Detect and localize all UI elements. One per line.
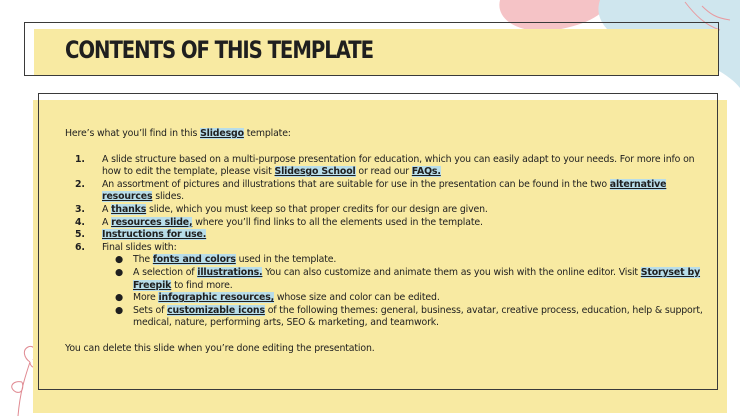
item-text: More — [133, 292, 159, 304]
item-text: slides. — [152, 191, 184, 203]
item-text: Sets of — [133, 304, 168, 316]
item-text: slide, which you must keep so that proper credits for our design are given. — [146, 203, 488, 215]
customizable-icons-link[interactable]: customizable icons — [167, 304, 265, 316]
item-text: whose size and color can be edited. — [274, 292, 440, 304]
item-text: used in the template. — [235, 254, 337, 266]
item-text: The — [133, 254, 153, 266]
intro-paragraph — [65, 128, 705, 141]
list-number: 5. — [75, 229, 85, 241]
list-number: 3. — [75, 203, 85, 215]
item-text: A — [102, 216, 112, 228]
slidesgo-link[interactable]: Slidesgo — [200, 128, 244, 139]
bullet-icon: ● — [115, 304, 124, 316]
item-text: where you’ll find links to all the elements used in the template. — [192, 216, 483, 228]
list-number: 6. — [75, 241, 85, 253]
content-body — [65, 128, 705, 356]
list-item — [65, 154, 705, 179]
thanks-link[interactable]: thanks — [111, 203, 147, 215]
list-item — [65, 229, 705, 242]
sublist-item — [102, 254, 705, 267]
item-text: Final slides with: — [102, 241, 177, 253]
item-text: A — [102, 203, 112, 215]
resources-slide-link[interactable]: resources slide, — [111, 216, 193, 228]
list-item — [65, 204, 705, 217]
list-item — [65, 179, 705, 204]
item-text: A slide structure based on a multi-purpose presentation for education, which you can easily adapt to your needs. For more info on how to edit the template, please visit — [102, 153, 695, 178]
intro-text-end: template: — [243, 128, 291, 139]
sublist-item — [102, 267, 705, 292]
slidesgo-school-link[interactable]: Slidesgo School — [274, 166, 356, 178]
fonts-colors-link[interactable]: fonts and colors — [152, 254, 236, 266]
item-text: You can also customize and animate them as you wish with the online editor. Visit — [262, 266, 641, 278]
item-text: or read our — [355, 166, 412, 178]
list-item — [65, 217, 705, 230]
bullet-icon: ● — [115, 292, 124, 304]
infographic-resources-link[interactable]: infographic resources, — [158, 292, 275, 304]
intro-text: Here’s what you’ll find in this — [65, 128, 201, 139]
sublist-item — [102, 305, 705, 330]
slide-title: CONTENTS OF THIS TEMPLATE — [65, 36, 374, 64]
faqs-link[interactable]: FAQs. — [411, 166, 441, 178]
item-text: to find more. — [171, 279, 233, 291]
illustrations-link[interactable]: illustrations. — [197, 266, 263, 278]
outro-paragraph: You can delete this slide when you’re done editing the presentation. — [65, 342, 375, 354]
item-text: of the following themes: general, business, avatar, creative process, education, help & support, medical, nature, performing arts, SEO & marketing, and teamwork. — [133, 304, 703, 329]
alternative-resources-link[interactable]: alternative resources — [102, 178, 667, 203]
sublist-item — [102, 292, 705, 305]
item-text: A selection of — [133, 266, 198, 278]
bullet-icon: ● — [115, 266, 124, 278]
list-number: 1. — [75, 153, 85, 165]
final-slides-sublist — [102, 254, 705, 330]
list-number: 2. — [75, 178, 85, 190]
item-text: An assortment of pictures and illustrations that are suitable for use in the presentation can be found in the two — [102, 178, 610, 190]
instructions-link[interactable]: Instructions for use. — [102, 229, 207, 241]
bullet-icon: ● — [115, 254, 124, 266]
list-item — [65, 242, 705, 330]
contents-list — [65, 154, 705, 330]
list-number: 4. — [75, 216, 85, 228]
storyset-link[interactable]: Storyset by Freepik — [133, 266, 701, 291]
